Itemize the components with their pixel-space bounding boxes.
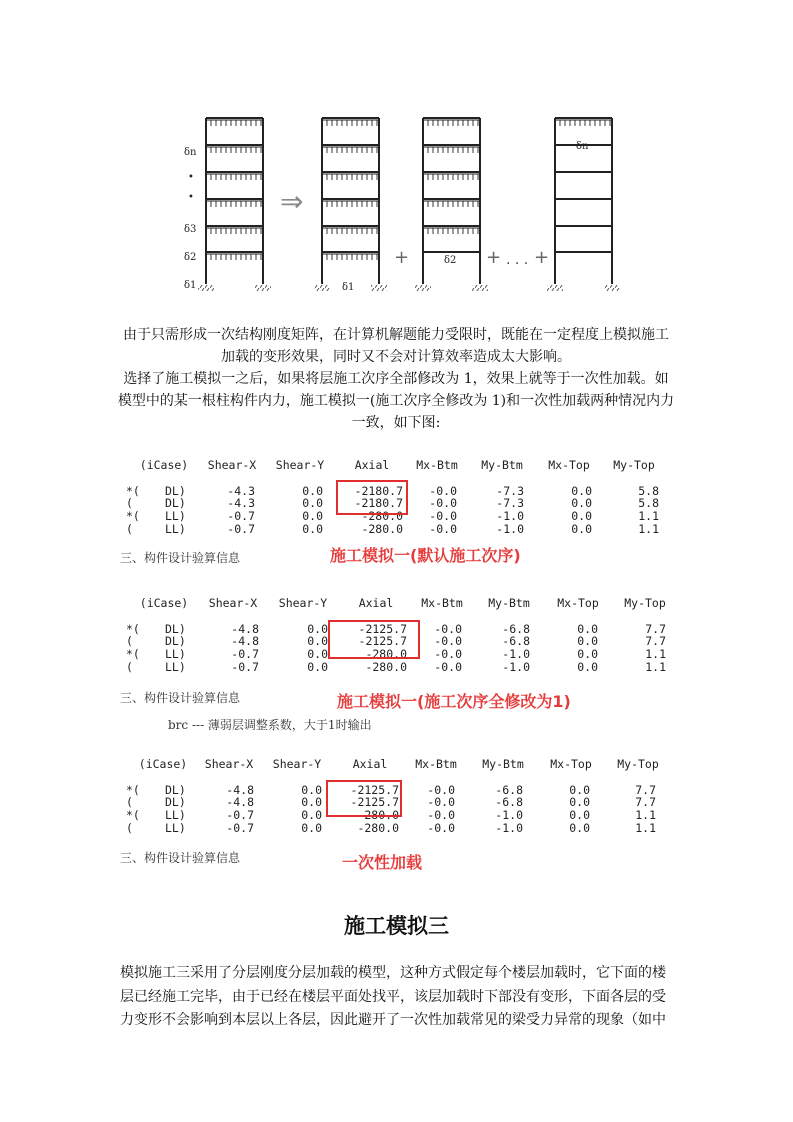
table-cell: 7.7: [635, 783, 656, 797]
table-cell: 0.0: [307, 647, 328, 661]
column-header: My-Btm: [482, 757, 524, 771]
table-cell: 0.0: [577, 634, 598, 648]
column-header: Axial: [354, 458, 390, 472]
section-caption: 三、构件设计验算信息: [120, 551, 241, 565]
delta-2-label: δ2: [184, 252, 197, 263]
table-cell: 0.0: [302, 509, 323, 523]
table-cell: 7.7: [645, 634, 666, 648]
table-cell: 1.1: [635, 821, 656, 835]
table-cell: -280.0: [361, 522, 403, 536]
table-cell: 0.0: [301, 808, 322, 822]
table-cell: -0.0: [434, 660, 462, 674]
annotation-label: 施工模拟一(施工次序全修改为1): [337, 692, 571, 711]
table-cell: -0.0: [427, 795, 455, 809]
table-cell: 0.0: [577, 647, 598, 661]
row-marker: (: [126, 795, 133, 809]
text-line: 模型中的某一根柱构件内力，施工模拟一(施工次序全修改为 1)和一次性加载两种情况内力: [117, 393, 675, 409]
table-cell: 0.0: [301, 821, 322, 835]
text-line: 选择了施工模拟一之后，如果将层施工次序全部修改为 1，效果上就等于一次性加载。如: [123, 371, 669, 387]
table-cell: 0.0: [569, 783, 590, 797]
output-note-line: brc --- 薄弱层调整系数，大于1时输出: [168, 718, 372, 732]
text-line: 力变形不会影响到本层以上各层，因此避开了一次性加载常见的梁受力异常的现象（如中: [120, 1012, 666, 1028]
column-header: Shear-Y: [275, 458, 325, 472]
table-cell: 0.0: [307, 622, 328, 636]
table-cell: -0.0: [427, 821, 455, 835]
table-cell: -0.0: [427, 783, 455, 797]
delta-3-label: δ3: [184, 224, 197, 235]
table-cell: 0.0: [302, 496, 323, 510]
table-cell: -0.7: [226, 808, 254, 822]
table-cell: -2180.7: [354, 484, 403, 498]
table-cell: -4.8: [226, 783, 254, 797]
table-cell: 1.1: [635, 808, 656, 822]
paragraph-2: [110, 368, 682, 434]
table-cell: 5.8: [638, 484, 659, 498]
column-header: Shear-X: [208, 596, 258, 610]
table-cell: -0.0: [429, 496, 457, 510]
table-cell: 0.0: [571, 496, 592, 510]
axial-highlight-box: [326, 780, 402, 817]
table-cell: -0.7: [227, 509, 255, 523]
table-cell: 1.1: [645, 660, 666, 674]
axial-highlight-box: [328, 620, 420, 659]
load-case: DL): [165, 496, 186, 510]
table-cell: -280.0: [365, 647, 407, 661]
column-header: Axial: [358, 596, 394, 610]
dot-label: •: [188, 172, 194, 183]
axial-highlight-box: [336, 480, 408, 515]
table-cell: 7.7: [645, 622, 666, 636]
table-cell: -6.8: [502, 622, 530, 636]
delta-1-label: δ1: [184, 280, 197, 291]
column-header: Axial: [352, 757, 388, 771]
table-cell: -4.8: [231, 622, 259, 636]
table-cell: -1.0: [495, 808, 523, 822]
table-cell: 1.1: [645, 647, 666, 661]
text-line: 模拟施工三采用了分层刚度分层加载的模型，这种方式假定每个楼层加载时，它下面的楼: [120, 965, 666, 981]
load-case: LL): [165, 660, 186, 674]
load-case: DL): [165, 634, 186, 648]
column-header: Mx-Btm: [415, 757, 457, 771]
column-header: Shear-X: [207, 458, 257, 472]
load-case: DL): [165, 783, 186, 797]
table-cell: -2125.7: [358, 634, 407, 648]
delta-2-label: δ2: [444, 255, 457, 266]
table-cell: -7.3: [496, 496, 524, 510]
table-cell: 0.0: [571, 484, 592, 498]
table-cell: 0.0: [307, 660, 328, 674]
table-cell: 5.8: [638, 496, 659, 510]
annotation-label: 一次性加载: [342, 853, 423, 872]
dot-label: •: [188, 192, 194, 203]
table-cell: 0.0: [569, 808, 590, 822]
table-cell: -1.0: [502, 660, 530, 674]
ellipsis: · · ·: [506, 256, 529, 272]
table-cell: 0.0: [569, 795, 590, 809]
table-cell: -4.3: [227, 484, 255, 498]
table-cell: -1.0: [496, 509, 524, 523]
table-cell: 0.0: [307, 634, 328, 648]
row-marker: (: [126, 634, 133, 648]
delta-n-label: δn: [576, 141, 589, 152]
table-cell: 0.0: [571, 522, 592, 536]
table-cell: -2125.7: [358, 622, 407, 636]
table-cell: -0.7: [231, 660, 259, 674]
table-cell: -1.0: [495, 821, 523, 835]
load-case: LL): [165, 821, 186, 835]
column-header: My-Top: [613, 458, 655, 472]
table-cell: -0.0: [434, 634, 462, 648]
row-marker: *(: [126, 808, 140, 822]
table-cell: -0.0: [429, 484, 457, 498]
load-case: LL): [165, 509, 186, 523]
column-header: Mx-Top: [557, 596, 599, 610]
text-line: 由于只需形成一次结构刚度矩阵，在计算机解题能力受限时，既能在一定程度上模拟施工: [123, 327, 669, 343]
row-marker: *(: [126, 509, 140, 523]
column-header: Mx-Btm: [421, 596, 463, 610]
column-header: Shear-X: [204, 757, 254, 771]
plus-sign: +: [486, 247, 502, 268]
table-cell: -0.0: [429, 522, 457, 536]
table-cell: 7.7: [635, 795, 656, 809]
load-case: LL): [165, 647, 186, 661]
table-cell: -4.8: [226, 795, 254, 809]
table-cell: 0.0: [302, 522, 323, 536]
table-cell: 0.0: [301, 795, 322, 809]
column-header: Shear-Y: [272, 757, 322, 771]
arrow-icon: ⇒: [280, 185, 304, 218]
table-cell: 1.1: [638, 522, 659, 536]
row-marker: (: [126, 522, 133, 536]
section-caption: 三、构件设计验算信息: [120, 691, 241, 705]
column-header: (iCase): [138, 757, 188, 771]
table-cell: -280.0: [357, 808, 399, 822]
column-header: My-Top: [617, 757, 659, 771]
table-cell: -0.7: [231, 647, 259, 661]
column-header: Shear-Y: [278, 596, 328, 610]
table-cell: -1.0: [496, 522, 524, 536]
text-line: 一致，如下图:: [351, 415, 441, 431]
table-cell: -6.8: [495, 795, 523, 809]
table-cell: -1.0: [502, 647, 530, 661]
table-cell: -4.3: [227, 496, 255, 510]
table-cell: -6.8: [495, 783, 523, 797]
table-cell: 0.0: [571, 509, 592, 523]
plus-sign: +: [394, 247, 410, 268]
plus-sign: +: [534, 247, 550, 268]
column-header: (iCase): [139, 458, 189, 472]
construction-sequence-diagram: [170, 108, 640, 308]
row-marker: (: [126, 821, 133, 835]
column-header: My-Top: [624, 596, 666, 610]
table-cell: -7.3: [496, 484, 524, 498]
section-caption: 三、构件设计验算信息: [120, 851, 241, 865]
row-marker: *(: [126, 622, 140, 636]
text-line: 加载的变形效果，同时又不会对计算效率造成太大影响。: [221, 349, 571, 365]
row-marker: *(: [126, 783, 140, 797]
row-marker: (: [126, 660, 133, 674]
table-cell: 0.0: [577, 660, 598, 674]
delta-1-label: δ1: [342, 282, 355, 293]
text-line: 层已经施工完毕，由于已经在楼层平面处找平，该层加载时下部没有变形，下面各层的受: [120, 988, 666, 1005]
annotation-label: 施工模拟一(默认施工次序): [330, 546, 521, 565]
load-case: LL): [165, 808, 186, 822]
row-marker: *(: [126, 484, 140, 498]
table-cell: -0.0: [434, 647, 462, 661]
paragraph-3: [120, 962, 680, 1033]
table-cell: -4.8: [231, 634, 259, 648]
load-case: DL): [165, 484, 186, 498]
row-marker: (: [126, 496, 133, 510]
load-case: DL): [165, 622, 186, 636]
column-header: Mx-Btm: [416, 458, 458, 472]
table-cell: -0.0: [429, 509, 457, 523]
table-cell: -6.8: [502, 634, 530, 648]
column-header: My-Btm: [481, 458, 523, 472]
column-header: Mx-Top: [548, 458, 590, 472]
table-cell: -2180.7: [354, 496, 403, 510]
column-header: Mx-Top: [550, 757, 592, 771]
delta-n-label: δn: [184, 147, 197, 158]
table-cell: 0.0: [569, 821, 590, 835]
table-cell: -2125.7: [350, 783, 399, 797]
table-cell: -0.7: [226, 821, 254, 835]
row-marker: *(: [126, 647, 140, 661]
table-cell: -280.0: [357, 821, 399, 835]
table-cell: 0.0: [577, 622, 598, 636]
load-case: DL): [165, 795, 186, 809]
table-cell: -0.7: [227, 522, 255, 536]
table-cell: -0.0: [427, 808, 455, 822]
column-header: My-Btm: [488, 596, 530, 610]
table-cell: -280.0: [365, 660, 407, 674]
table-cell: -0.0: [434, 622, 462, 636]
table-cell: 0.0: [301, 783, 322, 797]
table-cell: 1.1: [638, 509, 659, 523]
table-cell: -2125.7: [350, 795, 399, 809]
column-header: (iCase): [139, 596, 189, 610]
section-heading: 施工模拟三: [344, 913, 449, 938]
table-cell: -280.0: [361, 509, 403, 523]
table-cell: 0.0: [302, 484, 323, 498]
paragraph-1: [110, 324, 682, 368]
load-case: LL): [165, 522, 186, 536]
